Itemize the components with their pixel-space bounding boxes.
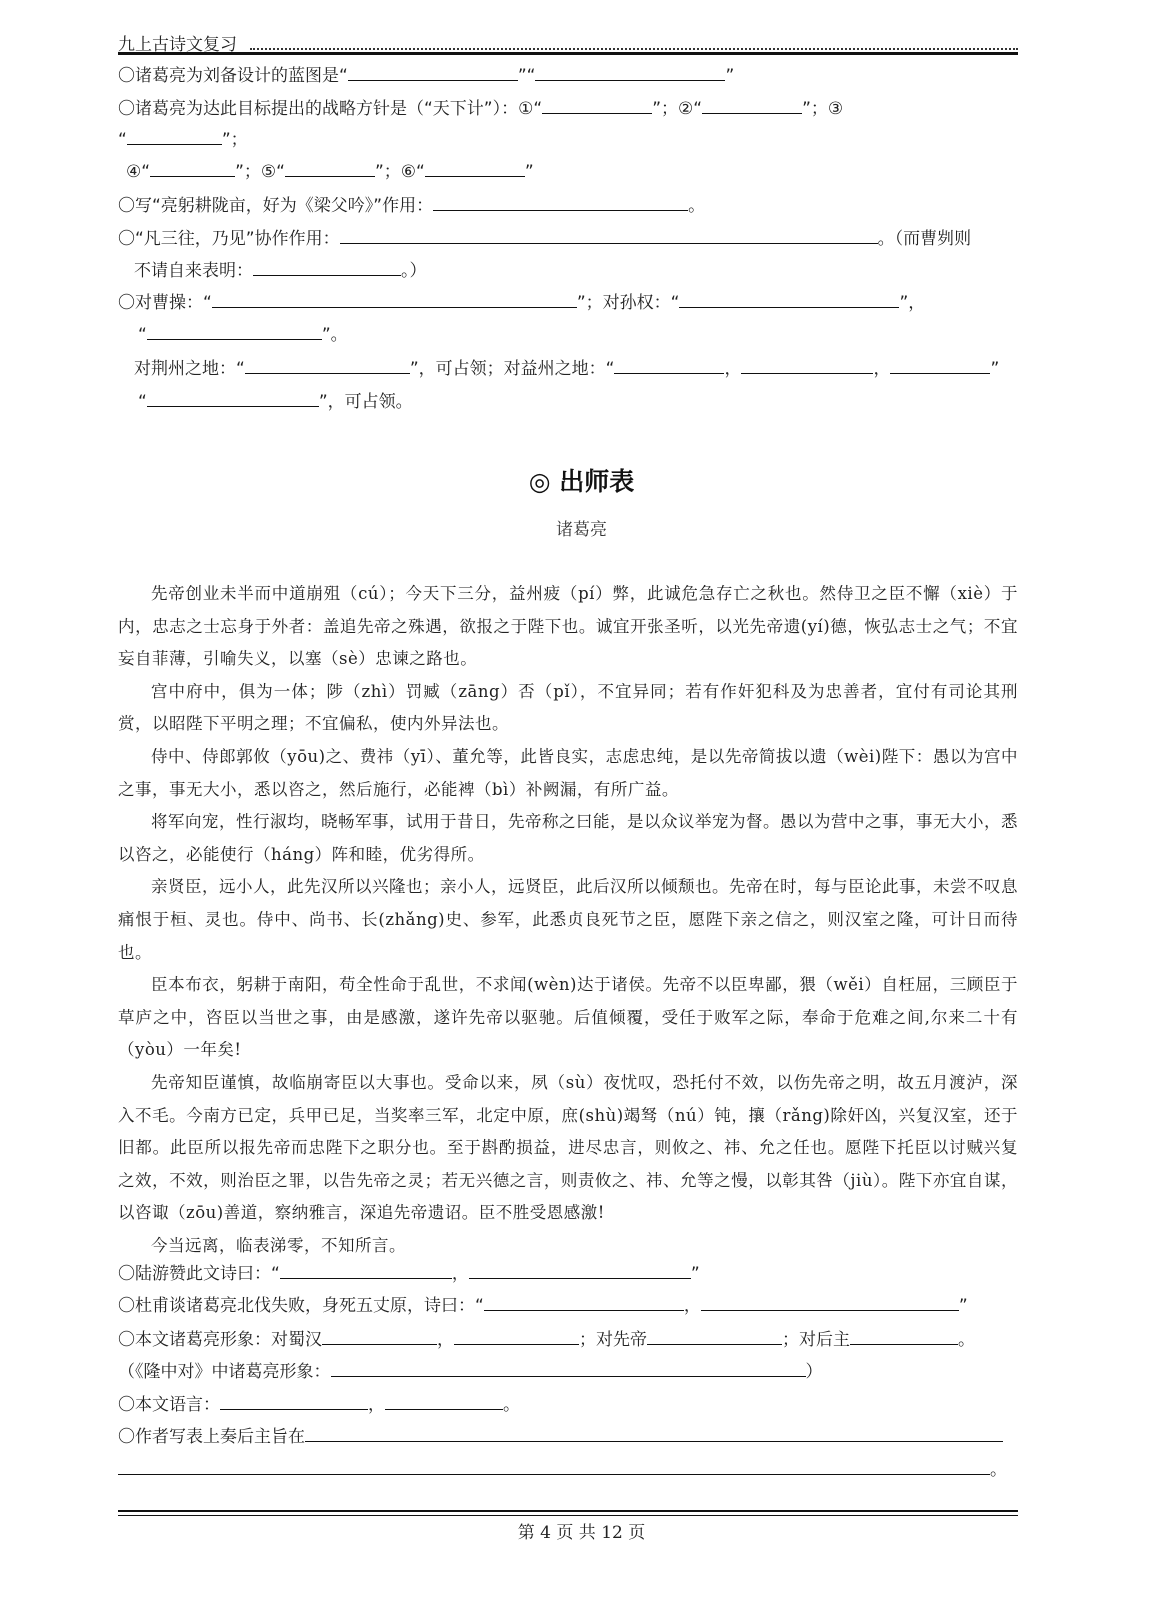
punctuation: ， — [873, 359, 891, 379]
answer-blank[interactable] — [280, 1260, 452, 1279]
header-rule — [118, 52, 1018, 55]
answer-blank[interactable] — [147, 388, 319, 407]
question-language — [118, 1391, 520, 1417]
question-blueprint — [118, 62, 734, 88]
question-text: 〇杜甫谈诸葛亮北伐失败，身死五丈原，诗曰： — [118, 1296, 475, 1316]
separator: ； — [230, 130, 248, 150]
number-label: ③ — [827, 99, 844, 119]
question-text: 〇本文诸葛亮形象：对蜀汉 — [118, 1330, 322, 1350]
question-strategy: 〇诸葛亮为达此目标提出的战略方针是（“天下计”）：①“ ”；②“ ”；③ — [118, 95, 843, 121]
article-paragraph: 侍中、侍郎郭攸（yōu)之、费祎（yī）、董允等，此皆良实，志虑忠纯，是以先帝简拔以遗（wèi)陛下：愚以为宫中之事，事无大小，悉以咨之，然后施行，必能裨（bì）补阙漏，有所广益。 — [118, 746, 1018, 799]
article-paragraph: 将军向宠，性行淑均，晓畅军事，试用于昔日，先帝称之曰能，是以众议举宠为督。愚以为营中之事，事无大小，悉以咨之，必能使行（háng）阵和睦，优劣得所。 — [118, 812, 1018, 864]
question-three-visits-line2 — [134, 257, 427, 283]
question-purpose — [118, 1423, 1003, 1449]
answer-blank[interactable] — [425, 158, 525, 177]
question-strategy-line3: ④“ ”；⑤“ ”；⑥“ ” — [126, 158, 534, 184]
answer-blank[interactable] — [118, 1456, 990, 1475]
question-text: 〇陆游赞此文诗曰： — [118, 1264, 271, 1284]
separator: ； — [243, 162, 261, 182]
separator: ； — [810, 99, 828, 119]
question-text: 〇写“亮躬耕陇亩，好为《梁父吟》”作用： — [118, 196, 434, 216]
answer-blank[interactable] — [454, 1326, 579, 1345]
document-header-title: 九上古诗文复习 — [118, 35, 237, 55]
answer-blank[interactable] — [484, 1292, 684, 1311]
question-text: 对荆州之地： — [134, 359, 236, 379]
question-character-image — [118, 1326, 975, 1352]
question-text: ，可占领。 — [327, 392, 413, 412]
question-text: 〇作者写表上奏后主旨在 — [118, 1427, 305, 1447]
question-text: 。（而曹刿则 — [877, 229, 972, 249]
question-text: 〇对曹操： — [118, 293, 203, 313]
article-paragraph: 先帝创业未半而中道崩殂（cú）；今天下三分，益州疲（pí）弊，此诚危急存亡之秋也。然侍卫之臣不懈（xiè）于内，忠志之士忘身于外者：盖追先帝之殊遇，欲报之于陛下也。诚宜开张圣听，以光先帝遗(yí)德，恢弘志士之气；不宜妄自菲薄，引喻失义，以塞（sè）忠谏之路也。 — [118, 584, 1018, 669]
answer-blank[interactable] — [253, 257, 401, 276]
article-paragraph: 今当远离，临表涕零，不知所言。 — [151, 1235, 406, 1255]
question-jingzhou-yizhou: 对荆州之地：“ ”，可占领；对益州之地：“ ， ， ” — [134, 355, 999, 381]
question-three-visits — [118, 225, 971, 251]
punctuation: 。） — [401, 261, 427, 281]
answer-blank[interactable] — [220, 1391, 368, 1410]
article-paragraph: 宫中府中，俱为一体；陟（zhì）罚臧（zāng）否（pǐ），不宜异同；若有作奸犯科及为忠善者，宜付有司论其刑赏，以昭陛下平明之理；不宜偏私，使内外异法也。 — [118, 681, 1018, 734]
quote-open: “ — [526, 66, 536, 86]
footer-rule — [118, 1510, 1018, 1512]
answer-blank[interactable] — [647, 1326, 782, 1345]
answer-blank[interactable] — [285, 158, 375, 177]
article-body — [118, 578, 1018, 1262]
question-text: 〇本文语言： — [118, 1395, 220, 1415]
quote-close: ” — [517, 66, 527, 86]
number-label: ⑥ — [400, 162, 416, 182]
question-text: ；对后主 — [782, 1330, 850, 1350]
punctuation: ， — [683, 1296, 701, 1316]
quote-open: “ — [339, 66, 348, 86]
answer-blank[interactable] — [701, 1292, 959, 1311]
answer-blank[interactable] — [890, 355, 990, 374]
number-label: ④ — [126, 162, 142, 182]
punctuation: ， — [368, 1395, 385, 1415]
article-title: ◎ 出师表 — [528, 467, 635, 496]
question-text: 〇“凡三往，乃见”协作作用： — [118, 229, 340, 249]
answer-blank[interactable] — [305, 1423, 1003, 1442]
punctuation: ， — [908, 293, 926, 313]
page-number: 第 4 页 共 12 页 — [517, 1523, 646, 1543]
question-text: 〇诸葛亮为刘备设计的蓝图是 — [118, 66, 339, 86]
answer-blank[interactable] — [147, 321, 322, 340]
punctuation: ， — [437, 1330, 454, 1350]
punctuation: ） — [805, 1362, 823, 1382]
question-caocao-sunquan-line2: “ ”。 — [138, 321, 348, 347]
punctuation: 。 — [330, 325, 348, 345]
separator: ； — [661, 99, 678, 119]
answer-blank[interactable] — [150, 158, 235, 177]
number-label: ⑤ — [260, 162, 277, 182]
question-text: ；对先帝 — [579, 1330, 647, 1350]
answer-blank[interactable] — [542, 95, 652, 114]
answer-blank[interactable] — [127, 126, 222, 145]
question-jingzhou-yizhou-line2: “ ”，可占领。 — [138, 388, 413, 414]
question-dufu: 〇杜甫谈诸葛亮北伐失败，身死五丈原，诗曰：“ ， ” — [118, 1292, 968, 1318]
question-luyou: 〇陆游赞此文诗曰：“ ， ” — [118, 1260, 700, 1286]
quote-close: ” — [725, 66, 735, 86]
punctuation: 。 — [990, 1460, 1007, 1480]
question-text: ；对孙权： — [585, 293, 671, 313]
answer-blank[interactable] — [385, 1391, 503, 1410]
answer-blank[interactable] — [322, 1326, 437, 1345]
question-text: （《隆中对》中诸葛亮形象： — [118, 1362, 331, 1382]
punctuation: 。 — [958, 1330, 975, 1350]
answer-blank[interactable] — [679, 289, 899, 308]
article-paragraph: 臣本布衣，躬耕于南阳，苟全性命于乱世，不求闻(wèn)达于诸侯。先帝不以臣卑鄙，猥（wěi）自枉屈，三顾臣于草庐之中，咨臣以当世之事，由是感激，遂许先帝以驱驰。后值倾覆，受任于败军之际，奉命于危难之间,尔来二十有（yòu）一年矣! — [118, 975, 1018, 1060]
punctuation: ， — [451, 1264, 469, 1284]
question-text: 不请自来表明： — [134, 261, 253, 281]
question-purpose-line2 — [118, 1456, 1007, 1482]
answer-blank[interactable] — [614, 355, 724, 374]
question-strategy-line2: “ ”； — [118, 126, 248, 152]
punctuation: 。 — [688, 196, 706, 216]
answer-blank[interactable] — [741, 355, 873, 374]
header-dotted-line — [250, 44, 1018, 50]
question-liangfuyin — [118, 192, 705, 218]
article-paragraph: 先帝知臣谨慎，故临崩寄臣以大事也。受命以来，夙（sù）夜忧叹，恐托付不效，以伤先帝之明，故五月渡泸，深入不毛。今南方已定，兵甲已足，当奖率三军，北定中原，庶(shù)竭驽（nú）钝，攘（rǎng)除奸凶，兴复汉室，还于旧都。此臣所以报先帝而忠陛下之职分也。至于斟酌损益，进尽忠言，则攸之、祎、允之任也。愿陛下托臣以讨贼兴复之效，不效，则治臣之罪，以告先帝之灵；若无兴德之言，则责攸之、祎、允等之慢，以彰其咎（jiù）。陛下亦宜自谋，以咨诹（zōu)善道，察纳雅言，深追先帝遗诏。臣不胜受恩感激! — [118, 1072, 1018, 1223]
answer-blank[interactable] — [702, 95, 802, 114]
question-text: 〇诸葛亮为达此目标提出的战略方针是（“天下计”）： — [118, 99, 519, 119]
article-paragraph: 亲贤臣，远小人，此先汉所以兴隆也；亲小人，远贤臣，此后汉所以倾颓也。先帝在时，每与臣论此事，未尝不叹息痛恨于桓、灵也。侍中、尚书、长(zhǎng)史、参军，此悉贞良死节之臣，愿陛下亲之信之，则汉室之隆，可计日而待也。 — [118, 877, 1018, 962]
number-label: ② — [678, 99, 694, 119]
punctuation: ， — [724, 359, 742, 379]
answer-blank[interactable] — [850, 1326, 958, 1345]
answer-blank[interactable] — [212, 289, 577, 308]
answer-blank[interactable] — [348, 62, 518, 81]
question-text: ，可占领；对益州之地： — [418, 359, 606, 379]
question-longzhong-image — [118, 1358, 823, 1384]
punctuation: 。 — [503, 1395, 520, 1415]
answer-blank[interactable] — [340, 225, 878, 244]
number-label: ① — [518, 99, 534, 119]
answer-blank[interactable] — [245, 355, 410, 374]
answer-blank[interactable] — [433, 192, 688, 211]
question-caocao-sunquan: 〇对曹操：“ ”；对孙权：“ ”， — [118, 289, 925, 315]
answer-blank[interactable] — [469, 1260, 691, 1279]
answer-blank[interactable] — [535, 62, 725, 81]
footer-rule — [118, 1515, 1018, 1516]
article-author: 诸葛亮 — [556, 520, 607, 540]
separator: ； — [383, 162, 401, 182]
answer-blank[interactable] — [331, 1358, 806, 1377]
